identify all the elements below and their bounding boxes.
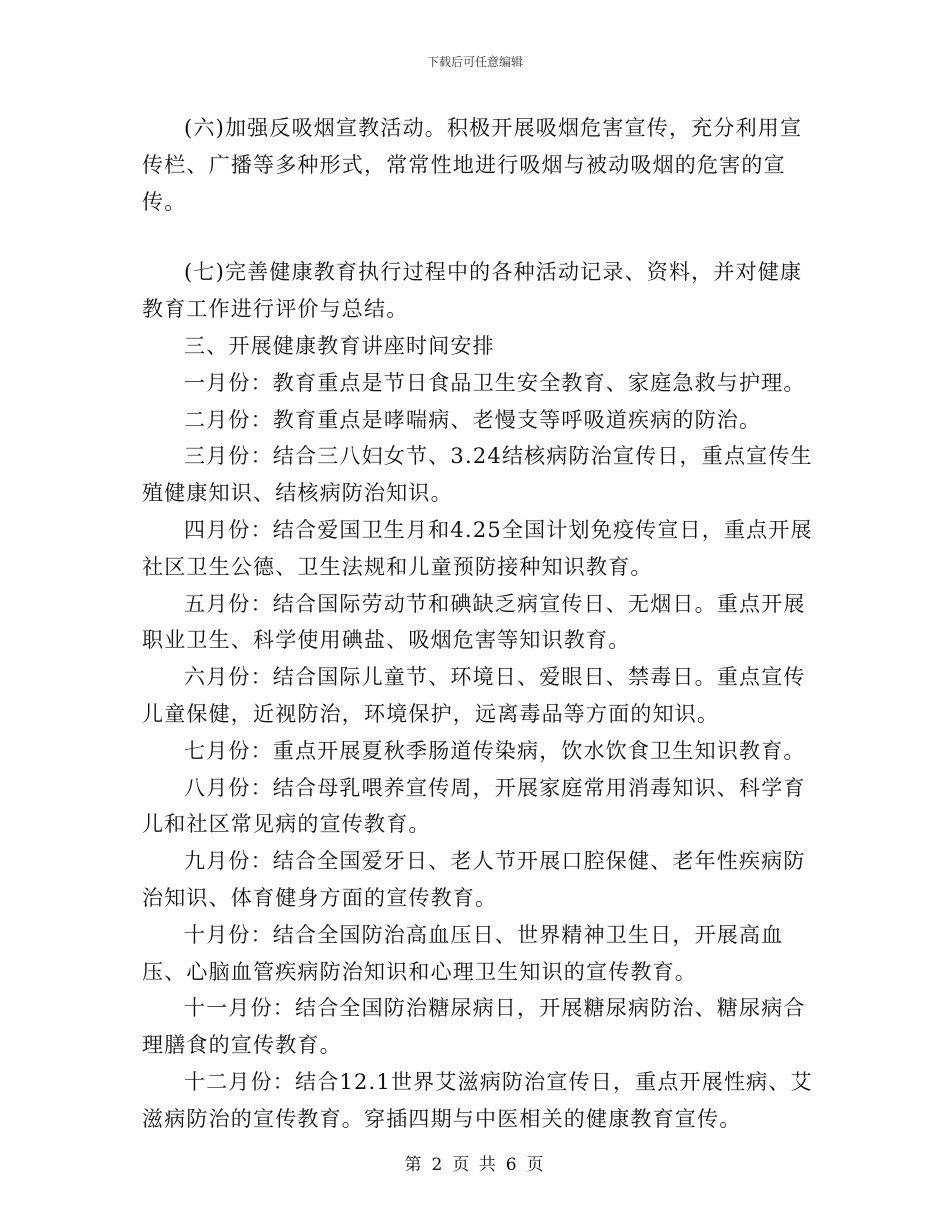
month-august: 八月份：结合母乳喂养宣传周，开展家庭常用消毒知识、科学育儿和社区常见病的宣传教育。 <box>142 775 806 837</box>
page-footer <box>0 1150 950 1175</box>
month-march: 三月份：结合三八妇女节、3.24结核病防治宣传日，重点宣传生殖健康知识、结核病防治知识。 <box>142 444 813 506</box>
paragraph-item-six: (六)加强反吸烟宣教活动。积极开展吸烟危害宣传，充分利用宣传栏、广播等多种形式，常常性地进行吸烟与被动吸烟的危害的宣传。 <box>142 116 803 214</box>
month-july: 七月份：重点开展夏秋季肠道传染病，饮水饮食卫生知识教育。 <box>184 738 806 763</box>
month-april: 四月份：结合爱国卫生月和4.25全国计划免疫传宣日，重点开展社区卫生公德、卫生法规和儿童预防接种知识教育。 <box>142 517 813 579</box>
footer-current-page: 2 <box>431 1155 445 1175</box>
month-december: 十二月份：结合12.1世界艾滋病防治宣传日，重点开展性病、艾滋病防治的宣传教育。穿插四期与中医相关的健康教育宣传。 <box>142 1069 813 1131</box>
footer-middle: 页 共 <box>452 1155 498 1175</box>
month-september: 九月份：结合全国爱牙日、老人节开展口腔保健、老年性疾病防治知识、体育健身方面的宣传教育。 <box>142 849 806 910</box>
page-header: 下载后可任意编辑 <box>426 55 523 69</box>
month-june: 六月份：结合国际儿童节、环境日、爱眼日、禁毒日。重点宣传儿童保健，近视防治，环境保护，远离毒品等方面的知识。 <box>142 665 806 726</box>
document-body <box>142 110 814 1138</box>
footer-prefix: 第 <box>404 1155 424 1175</box>
month-november: 十一月份：结合全国防治糖尿病日，开展糖尿病防治、糖尿病合理膳食的宣传教育。 <box>142 996 806 1058</box>
paragraph-spacer <box>142 220 814 254</box>
section-heading: 三、开展健康教育讲座时间安排 <box>184 333 495 358</box>
month-january: 一月份：教育重点是节日食品卫生安全教育、家庭急救与护理。 <box>184 370 806 395</box>
month-february: 二月份：教育重点是哮喘病、老慢支等呼吸道疾病的防治。 <box>184 407 762 432</box>
month-october: 十月份：结合全国防治高血压日、世界精神卫生日，开展高血压、心脑血管疾病防治知识和心理卫生知识的宣传教育。 <box>142 922 784 984</box>
paragraph-item-seven: (七)完善健康教育执行过程中的各种活动记录、资料，并对健康教育工作进行评价与总结。 <box>142 260 803 322</box>
footer-suffix: 页 <box>526 1155 546 1175</box>
month-may: 五月份：结合国际劳动节和碘缺乏病宣传日、无烟日。重点开展职业卫生、科学使用碘盐、吸烟危害等知识教育。 <box>142 591 806 653</box>
footer-total-pages: 6 <box>505 1155 519 1175</box>
